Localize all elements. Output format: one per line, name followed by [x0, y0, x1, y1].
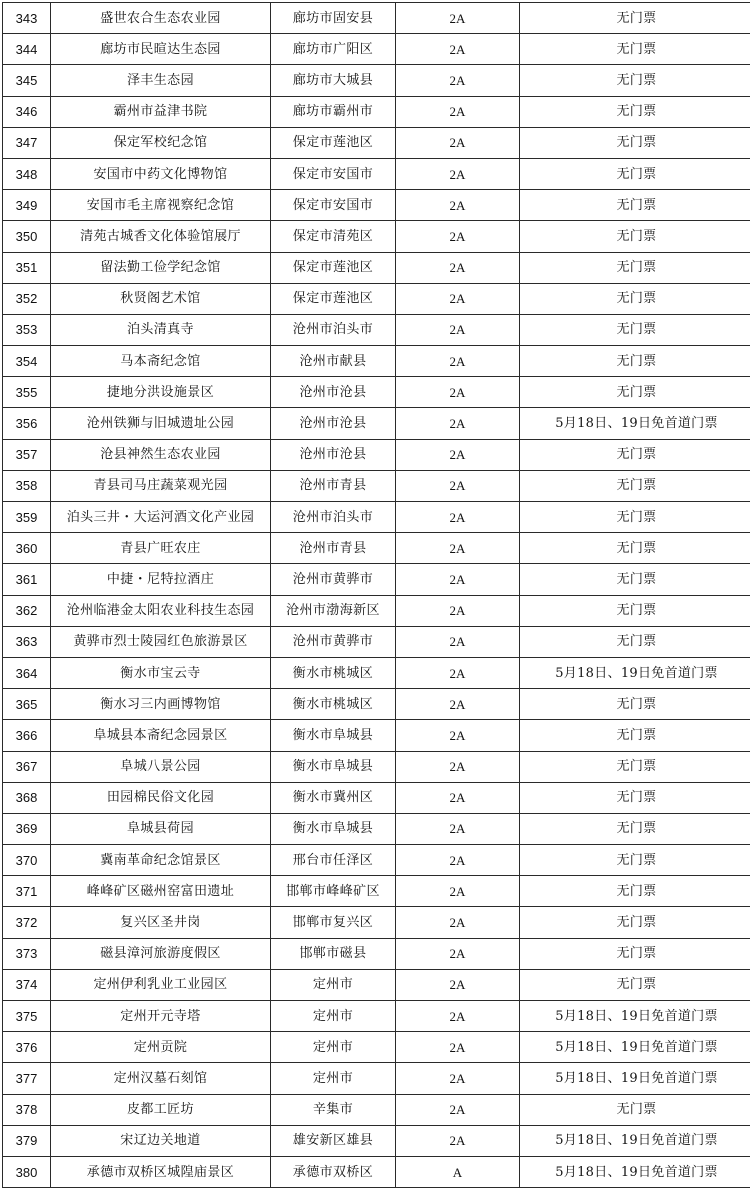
- cell-ticket-policy: 无门票: [520, 190, 750, 221]
- cell-ticket-policy: 无门票: [520, 938, 750, 969]
- table-body: [3, 3, 750, 1188]
- cell-ticket-policy: 无门票: [520, 439, 750, 470]
- cell-location: 沧州市沧县: [271, 439, 396, 470]
- cell-scenic-name: 宋辽边关地道: [51, 1125, 271, 1156]
- cell-number: 345: [3, 65, 51, 96]
- cell-number: 369: [3, 813, 51, 844]
- cell-grade: 2A: [396, 65, 520, 96]
- cell-number: 359: [3, 502, 51, 533]
- cell-scenic-name: 盛世农合生态农业园: [51, 3, 271, 34]
- cell-number: 370: [3, 845, 51, 876]
- cell-location: 衡水市阜城县: [271, 813, 396, 844]
- cell-number: 348: [3, 158, 51, 189]
- table-row: [3, 158, 750, 189]
- cell-ticket-policy: 5月18日、19日免首道门票: [520, 408, 750, 439]
- cell-ticket-policy: 无门票: [520, 782, 750, 813]
- cell-grade: 2A: [396, 813, 520, 844]
- cell-scenic-name: 阜城县本斋纪念园景区: [51, 720, 271, 751]
- cell-grade: 2A: [396, 3, 520, 34]
- table-row: [3, 845, 750, 876]
- cell-location: 沧州市黄骅市: [271, 626, 396, 657]
- cell-grade: 2A: [396, 751, 520, 782]
- cell-number: 375: [3, 1001, 51, 1032]
- table-row: [3, 34, 750, 65]
- cell-ticket-policy: 无门票: [520, 377, 750, 408]
- cell-grade: 2A: [396, 1125, 520, 1156]
- cell-grade: 2A: [396, 346, 520, 377]
- cell-ticket-policy: 无门票: [520, 720, 750, 751]
- cell-grade: 2A: [396, 96, 520, 127]
- table-row: [3, 564, 750, 595]
- cell-ticket-policy: 无门票: [520, 158, 750, 189]
- cell-ticket-policy: 无门票: [520, 34, 750, 65]
- cell-scenic-name: 泊头三井・大运河酒文化产业园: [51, 502, 271, 533]
- scenic-spot-table: [2, 2, 750, 1188]
- cell-scenic-name: 沧州铁狮与旧城遗址公园: [51, 408, 271, 439]
- cell-scenic-name: 青县司马庄蔬菜观光园: [51, 470, 271, 501]
- cell-ticket-policy: 无门票: [520, 813, 750, 844]
- cell-number: 371: [3, 876, 51, 907]
- cell-scenic-name: 中捷・尼特拉酒庄: [51, 564, 271, 595]
- cell-ticket-policy: 5月18日、19日免首道门票: [520, 1001, 750, 1032]
- cell-location: 保定市安国市: [271, 158, 396, 189]
- cell-scenic-name: 霸州市益津书院: [51, 96, 271, 127]
- table-row: [3, 96, 750, 127]
- cell-number: 357: [3, 439, 51, 470]
- table-row: [3, 1032, 750, 1063]
- cell-scenic-name: 阜城八景公园: [51, 751, 271, 782]
- cell-scenic-name: 沧州临港金太阳农业科技生态园: [51, 595, 271, 626]
- cell-location: 沧州市青县: [271, 533, 396, 564]
- cell-ticket-policy: 5月18日、19日免首道门票: [520, 1156, 750, 1187]
- table-row: [3, 346, 750, 377]
- cell-number: 352: [3, 283, 51, 314]
- cell-grade: 2A: [396, 470, 520, 501]
- cell-scenic-name: 泊头清真寺: [51, 314, 271, 345]
- cell-number: 349: [3, 190, 51, 221]
- cell-location: 邯郸市峰峰矿区: [271, 876, 396, 907]
- cell-location: 邯郸市复兴区: [271, 907, 396, 938]
- cell-number: 378: [3, 1094, 51, 1125]
- cell-location: 廊坊市广阳区: [271, 34, 396, 65]
- cell-grade: 2A: [396, 127, 520, 158]
- table-row: [3, 751, 750, 782]
- table-row: [3, 314, 750, 345]
- cell-ticket-policy: 无门票: [520, 252, 750, 283]
- cell-number: 368: [3, 782, 51, 813]
- cell-location: 沧州市献县: [271, 346, 396, 377]
- cell-ticket-policy: 无门票: [520, 346, 750, 377]
- cell-ticket-policy: 无门票: [520, 595, 750, 626]
- cell-number: 372: [3, 907, 51, 938]
- cell-location: 辛集市: [271, 1094, 396, 1125]
- table-row: [3, 907, 750, 938]
- cell-ticket-policy: 无门票: [520, 751, 750, 782]
- cell-number: 363: [3, 626, 51, 657]
- cell-location: 沧州市沧县: [271, 377, 396, 408]
- cell-location: 雄安新区雄县: [271, 1125, 396, 1156]
- cell-grade: 2A: [396, 34, 520, 65]
- cell-grade: 2A: [396, 969, 520, 1000]
- table-row: [3, 938, 750, 969]
- cell-scenic-name: 安国市中药文化博物馆: [51, 158, 271, 189]
- cell-ticket-policy: 5月18日、19日免首道门票: [520, 1063, 750, 1094]
- cell-grade: 2A: [396, 595, 520, 626]
- cell-grade: 2A: [396, 439, 520, 470]
- cell-location: 保定市安国市: [271, 190, 396, 221]
- cell-grade: 2A: [396, 190, 520, 221]
- cell-scenic-name: 廊坊市民暄达生态园: [51, 34, 271, 65]
- cell-number: 360: [3, 533, 51, 564]
- cell-number: 347: [3, 127, 51, 158]
- cell-ticket-policy: 无门票: [520, 689, 750, 720]
- cell-grade: 2A: [396, 938, 520, 969]
- cell-number: 376: [3, 1032, 51, 1063]
- cell-location: 保定市清苑区: [271, 221, 396, 252]
- cell-ticket-policy: 无门票: [520, 1094, 750, 1125]
- cell-scenic-name: 秋贤阁艺术馆: [51, 283, 271, 314]
- cell-number: 356: [3, 408, 51, 439]
- table-row: [3, 127, 750, 158]
- cell-scenic-name: 安国市毛主席视察纪念馆: [51, 190, 271, 221]
- cell-number: 366: [3, 720, 51, 751]
- table-row: [3, 190, 750, 221]
- cell-scenic-name: 定州开元寺塔: [51, 1001, 271, 1032]
- table-row: [3, 813, 750, 844]
- table-row: [3, 377, 750, 408]
- cell-scenic-name: 阜城县荷园: [51, 813, 271, 844]
- cell-scenic-name: 保定军校纪念馆: [51, 127, 271, 158]
- cell-scenic-name: 峰峰矿区磁州窑富田遗址: [51, 876, 271, 907]
- cell-number: 354: [3, 346, 51, 377]
- cell-number: 364: [3, 657, 51, 688]
- cell-ticket-policy: 无门票: [520, 564, 750, 595]
- cell-grade: 2A: [396, 502, 520, 533]
- cell-grade: 2A: [396, 1001, 520, 1032]
- cell-location: 沧州市泊头市: [271, 314, 396, 345]
- cell-number: 343: [3, 3, 51, 34]
- table-row: [3, 1156, 750, 1187]
- table-row: [3, 470, 750, 501]
- cell-grade: 2A: [396, 689, 520, 720]
- cell-grade: 2A: [396, 626, 520, 657]
- table-row: [3, 1094, 750, 1125]
- table-row: [3, 283, 750, 314]
- table-row: [3, 533, 750, 564]
- cell-ticket-policy: 无门票: [520, 969, 750, 1000]
- cell-scenic-name: 定州汉墓石刻馆: [51, 1063, 271, 1094]
- cell-scenic-name: 衡水习三内画博物馆: [51, 689, 271, 720]
- cell-grade: 2A: [396, 252, 520, 283]
- cell-location: 沧州市黄骅市: [271, 564, 396, 595]
- cell-grade: 2A: [396, 283, 520, 314]
- cell-number: 355: [3, 377, 51, 408]
- cell-number: 361: [3, 564, 51, 595]
- cell-ticket-policy: 无门票: [520, 470, 750, 501]
- cell-location: 定州市: [271, 1032, 396, 1063]
- cell-ticket-policy: 无门票: [520, 626, 750, 657]
- cell-scenic-name: 泽丰生态园: [51, 65, 271, 96]
- cell-ticket-policy: 无门票: [520, 65, 750, 96]
- cell-grade: 2A: [396, 314, 520, 345]
- cell-number: 365: [3, 689, 51, 720]
- cell-ticket-policy: 无门票: [520, 3, 750, 34]
- cell-number: 353: [3, 314, 51, 345]
- cell-location: 保定市莲池区: [271, 127, 396, 158]
- cell-scenic-name: 冀南革命纪念馆景区: [51, 845, 271, 876]
- cell-number: 379: [3, 1125, 51, 1156]
- cell-number: 373: [3, 938, 51, 969]
- cell-location: 保定市莲池区: [271, 252, 396, 283]
- cell-ticket-policy: 5月18日、19日免首道门票: [520, 657, 750, 688]
- cell-grade: 2A: [396, 657, 520, 688]
- table-row: [3, 221, 750, 252]
- cell-location: 廊坊市霸州市: [271, 96, 396, 127]
- cell-location: 衡水市阜城县: [271, 751, 396, 782]
- table-row: [3, 502, 750, 533]
- cell-scenic-name: 沧县神然生态农业园: [51, 439, 271, 470]
- cell-scenic-name: 衡水市宝云寺: [51, 657, 271, 688]
- cell-ticket-policy: 5月18日、19日免首道门票: [520, 1125, 750, 1156]
- cell-number: 344: [3, 34, 51, 65]
- cell-location: 衡水市阜城县: [271, 720, 396, 751]
- cell-scenic-name: 马本斋纪念馆: [51, 346, 271, 377]
- table-row: [3, 969, 750, 1000]
- table-row: [3, 252, 750, 283]
- cell-grade: 2A: [396, 377, 520, 408]
- cell-grade: 2A: [396, 1094, 520, 1125]
- cell-location: 邢台市任泽区: [271, 845, 396, 876]
- cell-location: 沧州市青县: [271, 470, 396, 501]
- cell-location: 保定市莲池区: [271, 283, 396, 314]
- cell-number: 367: [3, 751, 51, 782]
- cell-scenic-name: 捷地分洪设施景区: [51, 377, 271, 408]
- table-row: [3, 3, 750, 34]
- cell-grade: 2A: [396, 876, 520, 907]
- cell-scenic-name: 定州贡院: [51, 1032, 271, 1063]
- cell-number: 374: [3, 969, 51, 1000]
- cell-ticket-policy: 无门票: [520, 96, 750, 127]
- cell-grade: 2A: [396, 845, 520, 876]
- cell-number: 380: [3, 1156, 51, 1187]
- cell-number: 358: [3, 470, 51, 501]
- cell-location: 承德市双桥区: [271, 1156, 396, 1187]
- cell-scenic-name: 留法勤工俭学纪念馆: [51, 252, 271, 283]
- cell-location: 廊坊市固安县: [271, 3, 396, 34]
- cell-scenic-name: 青县广旺农庄: [51, 533, 271, 564]
- cell-grade: 2A: [396, 564, 520, 595]
- cell-ticket-policy: 无门票: [520, 876, 750, 907]
- cell-ticket-policy: 无门票: [520, 502, 750, 533]
- table-row: [3, 408, 750, 439]
- cell-ticket-policy: 无门票: [520, 845, 750, 876]
- table-row: [3, 439, 750, 470]
- table-row: [3, 720, 750, 751]
- cell-scenic-name: 黄骅市烈士陵园红色旅游景区: [51, 626, 271, 657]
- cell-scenic-name: 磁县漳河旅游度假区: [51, 938, 271, 969]
- cell-location: 沧州市渤海新区: [271, 595, 396, 626]
- table-row: [3, 689, 750, 720]
- cell-number: 362: [3, 595, 51, 626]
- cell-location: 衡水市冀州区: [271, 782, 396, 813]
- table-row: [3, 782, 750, 813]
- cell-ticket-policy: 无门票: [520, 283, 750, 314]
- cell-grade: 2A: [396, 720, 520, 751]
- cell-grade: 2A: [396, 408, 520, 439]
- cell-location: 定州市: [271, 1001, 396, 1032]
- cell-number: 346: [3, 96, 51, 127]
- cell-location: 衡水市桃城区: [271, 657, 396, 688]
- cell-location: 沧州市泊头市: [271, 502, 396, 533]
- table-row: [3, 657, 750, 688]
- cell-location: 衡水市桃城区: [271, 689, 396, 720]
- table-row: [3, 1001, 750, 1032]
- cell-scenic-name: 皮都工匠坊: [51, 1094, 271, 1125]
- cell-grade: 2A: [396, 533, 520, 564]
- table-row: [3, 1125, 750, 1156]
- table-row: [3, 65, 750, 96]
- cell-grade: 2A: [396, 1032, 520, 1063]
- cell-scenic-name: 定州伊利乳业工业园区: [51, 969, 271, 1000]
- cell-grade: A: [396, 1156, 520, 1187]
- cell-grade: 2A: [396, 158, 520, 189]
- cell-location: 廊坊市大城县: [271, 65, 396, 96]
- cell-ticket-policy: 无门票: [520, 127, 750, 158]
- cell-ticket-policy: 无门票: [520, 907, 750, 938]
- cell-number: 351: [3, 252, 51, 283]
- cell-ticket-policy: 无门票: [520, 314, 750, 345]
- table-row: [3, 626, 750, 657]
- cell-scenic-name: 清苑古城香文化体验馆展厅: [51, 221, 271, 252]
- cell-location: 邯郸市磁县: [271, 938, 396, 969]
- cell-location: 沧州市沧县: [271, 408, 396, 439]
- cell-ticket-policy: 无门票: [520, 533, 750, 564]
- cell-grade: 2A: [396, 782, 520, 813]
- cell-scenic-name: 田园棉民俗文化园: [51, 782, 271, 813]
- cell-grade: 2A: [396, 1063, 520, 1094]
- table-row: [3, 1063, 750, 1094]
- cell-location: 定州市: [271, 1063, 396, 1094]
- cell-number: 350: [3, 221, 51, 252]
- table-row: [3, 595, 750, 626]
- cell-grade: 2A: [396, 221, 520, 252]
- cell-number: 377: [3, 1063, 51, 1094]
- cell-scenic-name: 复兴区圣井岗: [51, 907, 271, 938]
- cell-ticket-policy: 无门票: [520, 221, 750, 252]
- table-row: [3, 876, 750, 907]
- cell-ticket-policy: 5月18日、19日免首道门票: [520, 1032, 750, 1063]
- cell-scenic-name: 承德市双桥区城隍庙景区: [51, 1156, 271, 1187]
- cell-grade: 2A: [396, 907, 520, 938]
- cell-location: 定州市: [271, 969, 396, 1000]
